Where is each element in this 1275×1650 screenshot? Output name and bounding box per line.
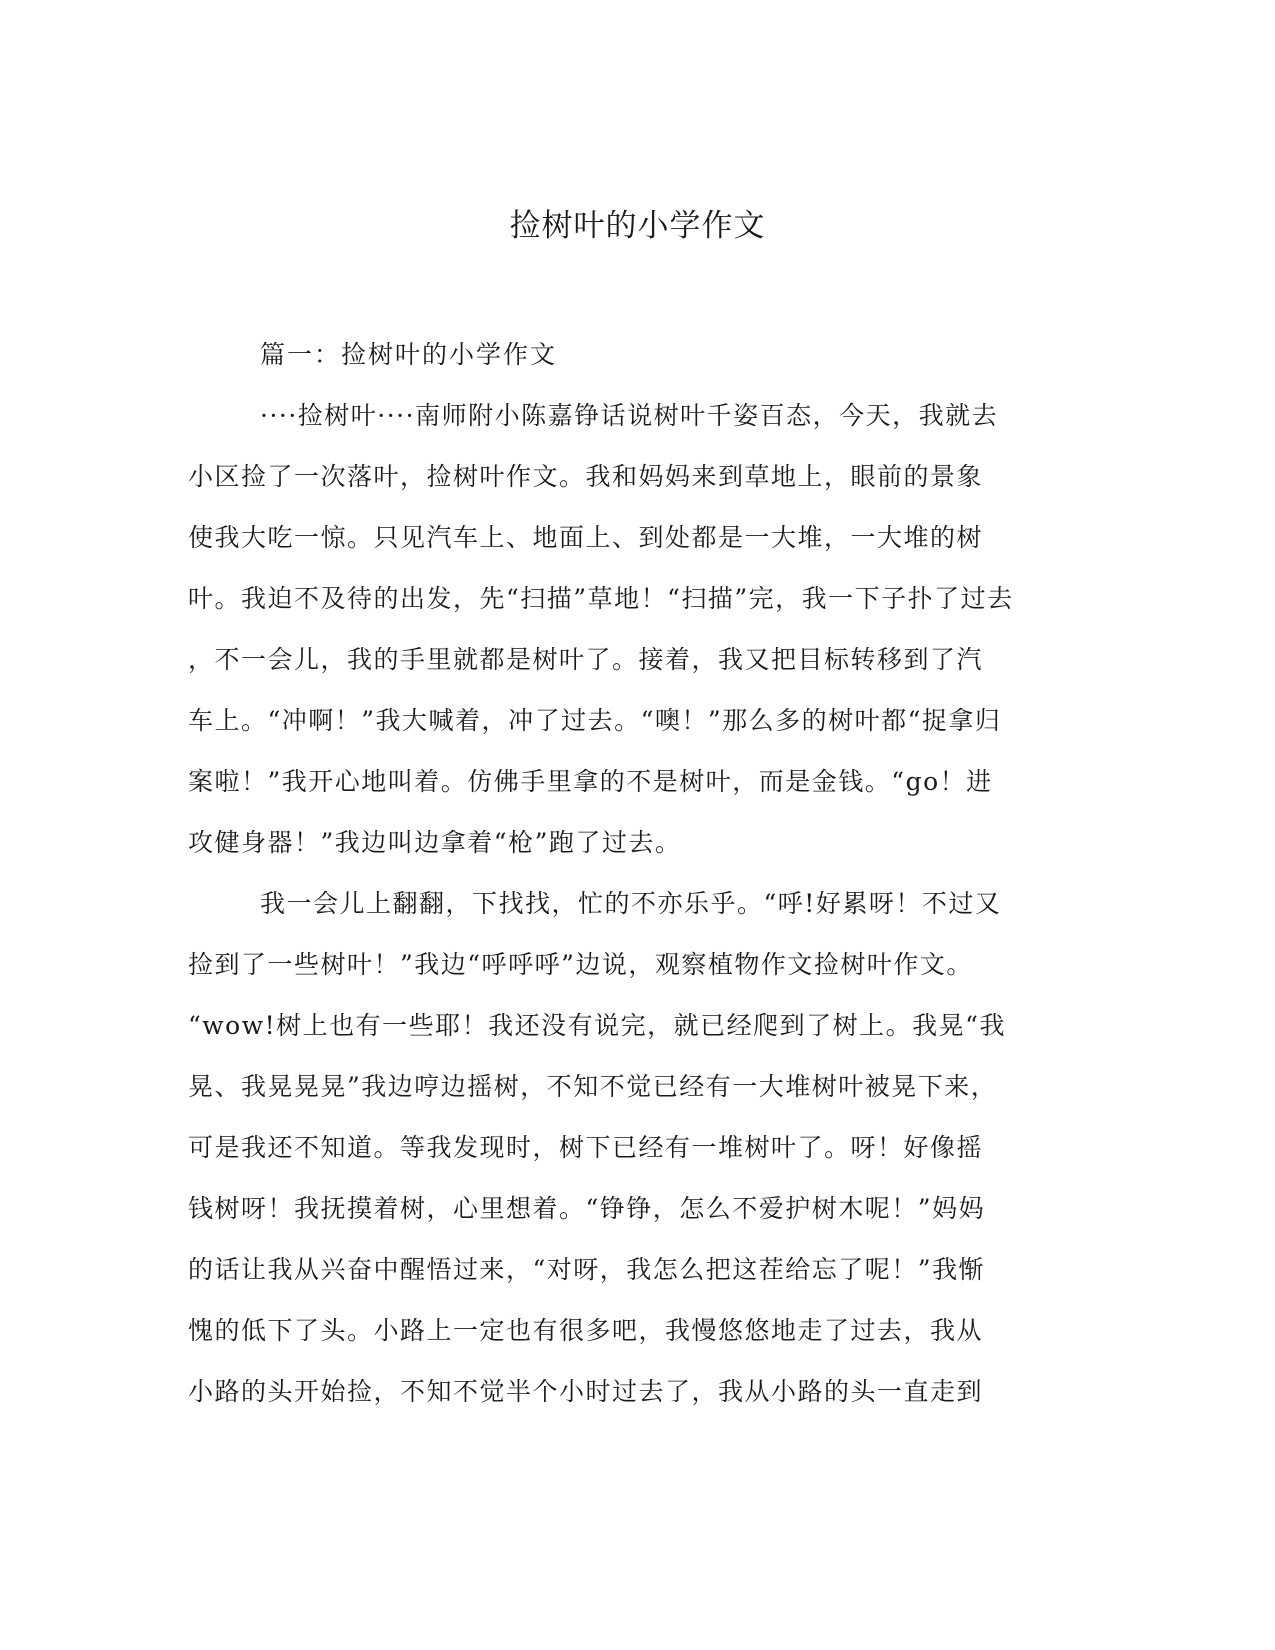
paragraph-line: ····捡树叶····南师附小陈嘉铮话说树叶千姿百态，今天，我就去: [260, 401, 999, 430]
section-heading: 篇一：捡树叶的小学作文: [260, 340, 558, 369]
paragraph-line: 晃、我晃晃晃”我边哼边摇树，不知不觉已经有一大堆树叶被晃下来，: [188, 1072, 998, 1101]
paragraph-line: 小路的头开始捡，不知不觉半个小时过去了，我从小路的头一直走到: [188, 1377, 984, 1406]
paragraph-line: 愧的低下了头。小路上一定也有很多吧，我慢悠悠地走了过去，我从: [188, 1316, 984, 1345]
paragraph-line: 使我大吃一惊。只见汽车上、地面上、到处都是一大堆，一大堆的树: [188, 523, 984, 552]
paragraph-line: 可是我还不知道。等我发现时，树下已经有一堆树叶了。呀！好像摇: [188, 1133, 984, 1162]
paragraph-line: 攻健身器！”我边叫边拿着“枪”跑了过去。: [188, 828, 682, 857]
paragraph-line: 车上。“冲啊！”我大喊着，冲了过去。“噢！”那么多的树叶都“捉拿归: [188, 706, 1002, 735]
paragraph-line: 的话让我从兴奋中醒悟过来，“对呀，我怎么把这茬给忘了呢！”我惭: [188, 1255, 986, 1284]
paragraph-line: 案啦！”我开心地叫着。仿佛手里拿的不是树叶，而是金钱。“go！进: [188, 767, 993, 796]
paragraph-line: ，不一会儿，我的手里就都是树叶了。接着，我又把目标转移到了汽: [188, 645, 984, 674]
paragraph-line: “wow!树上也有一些耶！我还没有说完，就已经爬到了树上。我晃“我: [188, 1011, 1006, 1040]
paragraph-1: [188, 385, 1064, 873]
paragraph-line: 捡到了一些树叶！”我边“呼呼呼”边说，观察植物作文捡树叶作文。: [188, 950, 973, 979]
paragraph-2: [188, 873, 1064, 1422]
paragraph-line: 钱树呀！我抚摸着树，心里想着。“铮铮，怎么不爱护树木呢！”妈妈: [188, 1194, 986, 1223]
document-title: 捡树叶的小学作文: [509, 208, 766, 244]
paragraph-line: 小区捡了一次落叶，捡树叶作文。我和妈妈来到草地上，眼前的景象: [188, 462, 984, 491]
paragraph-line: 我一会儿上翻翻，下找找，忙的不亦乐乎。“呼!好累呀！不过又: [260, 889, 1002, 918]
document-body: [188, 324, 1064, 1422]
paragraph-line: 叶。我迫不及待的出发，先“扫描”草地！“扫描”完，我一下子扑了过去: [188, 584, 1014, 613]
